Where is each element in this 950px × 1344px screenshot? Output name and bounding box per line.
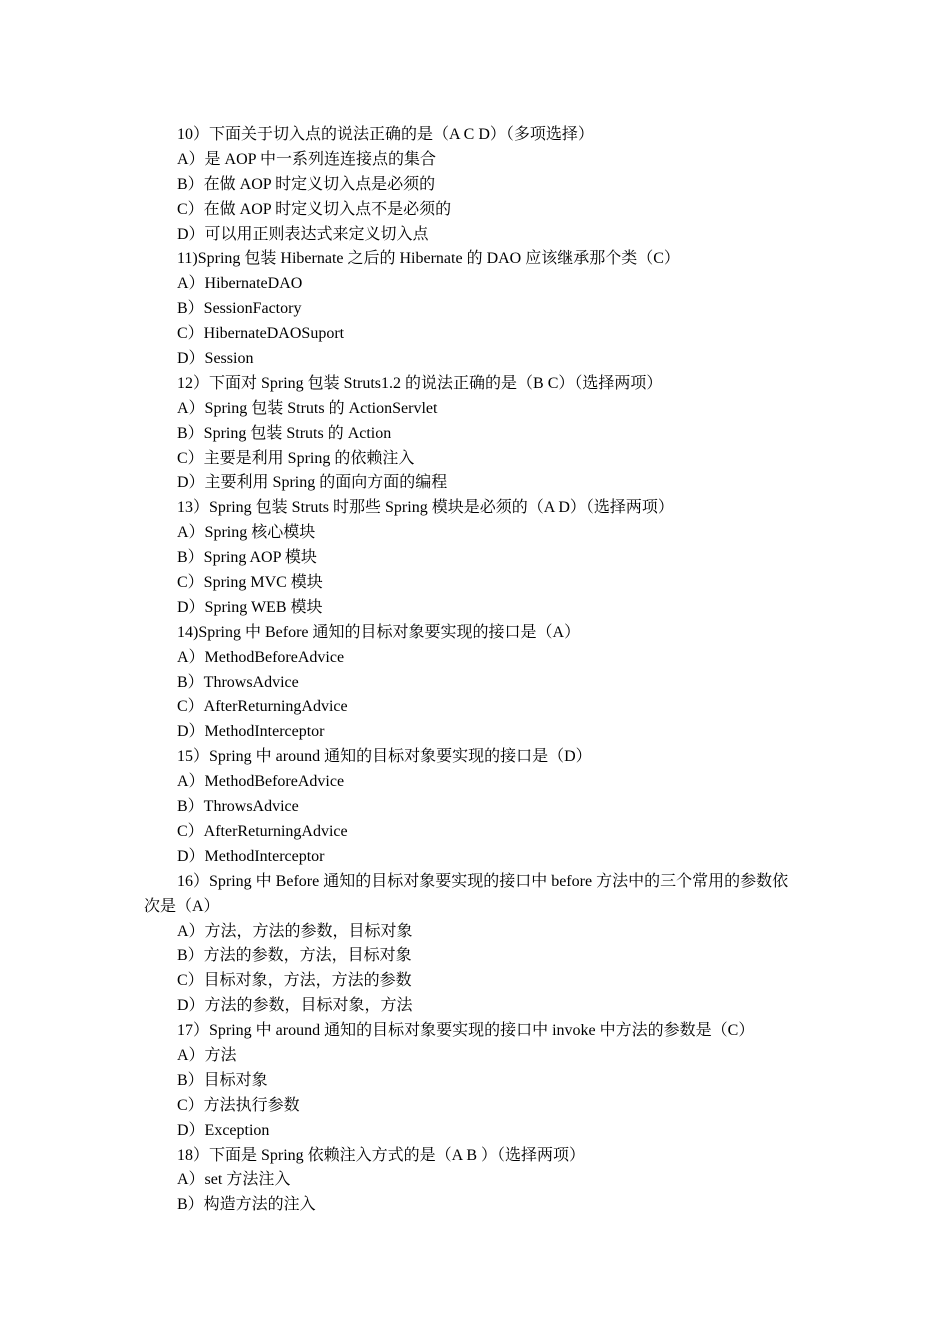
- question-line: 16）Spring 中 Before 通知的目标对象要实现的接口中 before 方法中的三个常用的参数依: [177, 872, 789, 890]
- answer-option: D）Session: [177, 350, 254, 368]
- question-line: 14)Spring 中 Before 通知的目标对象要实现的接口是（A）: [177, 623, 581, 641]
- answer-option: A）Spring 包装 Struts 的 ActionServlet: [177, 399, 438, 417]
- answer-option: A）set 方法注入: [177, 1171, 291, 1189]
- question-line: 13）Spring 包装 Struts 时那些 Spring 模块是必须的（A D）（选择两项）: [177, 499, 674, 517]
- answer-option: B）Spring AOP 模块: [177, 549, 317, 567]
- question-line: 10）下面关于切入点的说法正确的是（A C D）（多项选择）: [177, 126, 594, 143]
- answer-option: B）目标对象: [177, 1071, 268, 1089]
- answer-option: D）Spring WEB 模块: [177, 598, 323, 616]
- answer-option: A）Spring 核心模块: [177, 524, 316, 542]
- answer-option: C）AfterReturningAdvice: [177, 822, 348, 840]
- answer-option: B）方法的参数，方法，目标对象: [177, 947, 412, 965]
- question-continuation: 次是（A）: [144, 897, 220, 915]
- answer-option: A）方法: [177, 1046, 237, 1064]
- answer-option: D）MethodInterceptor: [177, 847, 325, 865]
- answer-option: A）HibernateDAO: [177, 275, 303, 293]
- question-line: 15）Spring 中 around 通知的目标对象要实现的接口是（D）: [177, 748, 592, 766]
- answer-option: B）ThrowsAdvice: [177, 798, 299, 816]
- quiz-text-body: [144, 123, 814, 1218]
- answer-option: B）ThrowsAdvice: [177, 673, 299, 691]
- question-line: 12）下面对 Spring 包装 Struts1.2 的说法正确的是（B C）（选择两项）: [177, 374, 663, 392]
- answer-option: D）Exception: [177, 1121, 270, 1139]
- answer-option: A）方法，方法的参数，目标对象: [177, 922, 413, 940]
- question-line: 11)Spring 包装 Hibernate 之后的 Hibernate 的 DAO 应该继承那个类（C）: [177, 250, 680, 268]
- answer-option: C）主要是利用 Spring 的依赖注入: [177, 449, 415, 467]
- answer-option: C）HibernateDAOSuport: [177, 325, 345, 343]
- answer-option: C）目标对象，方法，方法的参数: [177, 972, 412, 990]
- answer-option: B）构造方法的注入: [177, 1196, 316, 1214]
- answer-option: A）是 AOP 中一系列连连接点的集合: [177, 150, 436, 168]
- answer-option: B）在做 AOP 时定义切入点是必须的: [177, 175, 436, 193]
- answer-option: A）MethodBeforeAdvice: [177, 773, 345, 791]
- question-line: 18）下面是 Spring 依赖注入方式的是（A B ）（选择两项）: [177, 1146, 586, 1164]
- answer-option: C）方法执行参数: [177, 1096, 300, 1114]
- answer-option: B）SessionFactory: [177, 300, 302, 318]
- answer-option: B）Spring 包装 Struts 的 Action: [177, 424, 392, 442]
- answer-option: D）方法的参数，目标对象，方法: [177, 997, 413, 1015]
- answer-option: D）主要利用 Spring 的面向方面的编程: [177, 474, 448, 492]
- answer-option: C）在做 AOP 时定义切入点不是必须的: [177, 200, 452, 218]
- answer-option: D）可以用正则表达式来定义切入点: [177, 225, 429, 243]
- answer-option: D）MethodInterceptor: [177, 723, 325, 741]
- answer-option: C）Spring MVC 模块: [177, 574, 323, 592]
- question-line: 17）Spring 中 around 通知的目标对象要实现的接口中 invoke 中方法的参数是（C）: [177, 1022, 755, 1040]
- answer-option: A）MethodBeforeAdvice: [177, 648, 345, 666]
- answer-option: C）AfterReturningAdvice: [177, 698, 348, 716]
